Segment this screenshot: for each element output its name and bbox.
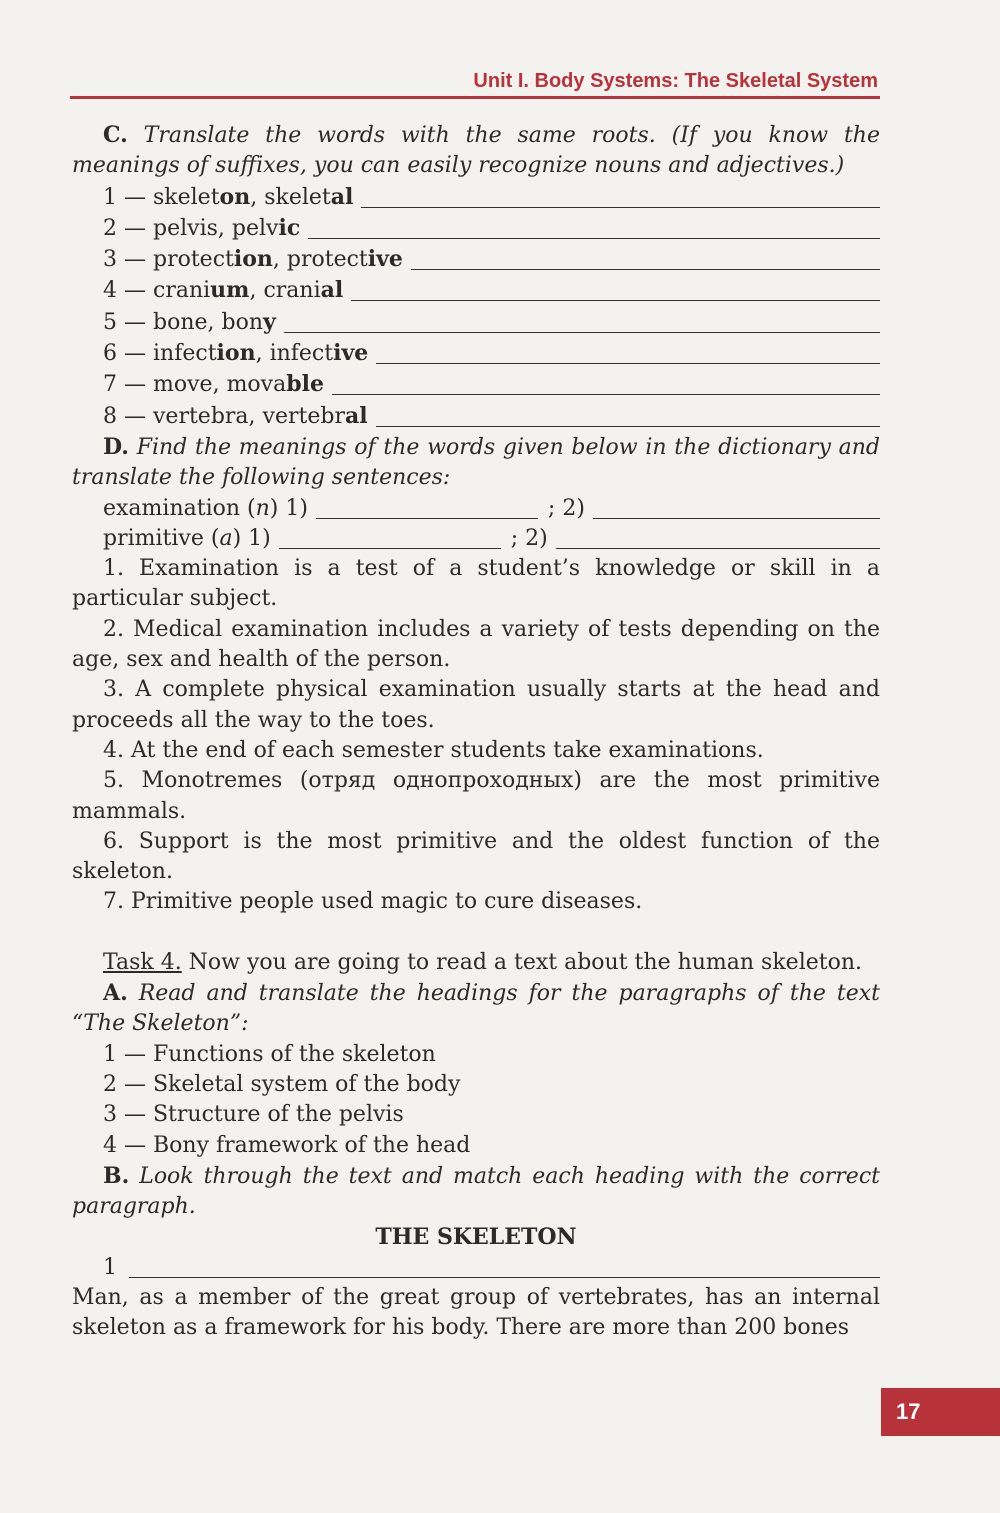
answer-blank[interactable] bbox=[129, 1277, 880, 1278]
answer-blank[interactable] bbox=[332, 394, 880, 395]
sentence: 5. Monotremes (отряд однопроходных) are the most primitive mammals. bbox=[72, 768, 880, 824]
answer-blank[interactable] bbox=[308, 238, 880, 239]
vocab-row: examination (n) 1) ; 2) bbox=[72, 494, 880, 524]
answer-blank[interactable] bbox=[279, 548, 501, 549]
list-item: 5 — bone, bony bbox=[72, 307, 880, 338]
answer-blank[interactable] bbox=[411, 269, 880, 270]
sentence: 4. At the end of each semester students take examinations. bbox=[103, 737, 764, 763]
text-title: THE SKELETON bbox=[375, 1224, 577, 1251]
task4-b-instruction: B. Look through the text and match each heading with the correct paragraph. bbox=[72, 1162, 880, 1220]
sentence: 1. Examination is a test of a student’s knowledge or skill in a particular subject. bbox=[72, 556, 880, 612]
answer-blank[interactable] bbox=[284, 332, 880, 333]
sentence: 2. Medical examination includes a variety of tests depending on the age, sex and health of the person. bbox=[72, 616, 880, 673]
section-d-instruction: D. Find the meanings of the words given below in the dictionary and translate the following sentences: bbox=[72, 433, 880, 491]
answer-blank[interactable] bbox=[376, 363, 880, 364]
running-header bbox=[70, 68, 880, 99]
list-item: 1 — skeleton, skeletal bbox=[72, 182, 880, 213]
task4-intro: Task 4. Now you are going to read a text about the human skeleton. bbox=[103, 949, 863, 975]
answer-blank[interactable] bbox=[376, 426, 880, 427]
section-c-instruction: C. Translate the words with the same roots. (If you know the meanings of suffixes, you can easily recognize nouns and adjectives.) bbox=[72, 122, 880, 179]
vocab-row: primitive (a) 1) ; 2) bbox=[72, 524, 880, 554]
list-item: 3 — protection, protective bbox=[72, 244, 880, 275]
list-item: 6 — infection, infective bbox=[72, 338, 880, 369]
page-content bbox=[72, 120, 880, 1344]
answer-blank[interactable] bbox=[556, 548, 880, 549]
task4-a-instruction: A. Read and translate the headings for the paragraphs of the text “The Skeleton”: bbox=[72, 980, 880, 1037]
paragraph-heading-blank: 1 bbox=[72, 1253, 880, 1283]
answer-blank[interactable] bbox=[316, 518, 538, 519]
heading-item: 3 — Structure of the pelvis bbox=[103, 1102, 404, 1128]
answer-blank[interactable] bbox=[593, 518, 880, 519]
answer-blank[interactable] bbox=[351, 300, 880, 301]
list-item: 7 — move, movable bbox=[72, 369, 880, 400]
list-item: 2 — pelvis, pelvic bbox=[72, 213, 880, 244]
answer-blank[interactable] bbox=[361, 207, 880, 208]
header-title: Unit I. Body Systems: The Skeletal System bbox=[473, 70, 878, 92]
sentence: 3. A complete physical examination usually starts at the head and proceeds all the way to the toes. bbox=[72, 677, 880, 733]
text-body: Man, as a member of the great group of vertebrates, has an internal skeleton as a framework for his body. There are more than 200 bones bbox=[72, 1284, 880, 1341]
heading-item: 1 — Functions of the skeleton bbox=[103, 1041, 436, 1067]
sentence: 6. Support is the most primitive and the oldest function of the skeleton. bbox=[72, 828, 880, 885]
heading-item: 2 — Skeletal system of the body bbox=[103, 1071, 461, 1097]
heading-item: 4 — Bony framework of the head bbox=[103, 1132, 471, 1158]
sentence: 7. Primitive people used magic to cure diseases. bbox=[103, 889, 643, 915]
page-number: 17 bbox=[881, 1388, 1000, 1436]
section-c-items bbox=[72, 182, 880, 432]
list-item: 8 — vertebra, vertebral bbox=[72, 401, 880, 432]
list-item: 4 — cranium, cranial bbox=[72, 275, 880, 306]
